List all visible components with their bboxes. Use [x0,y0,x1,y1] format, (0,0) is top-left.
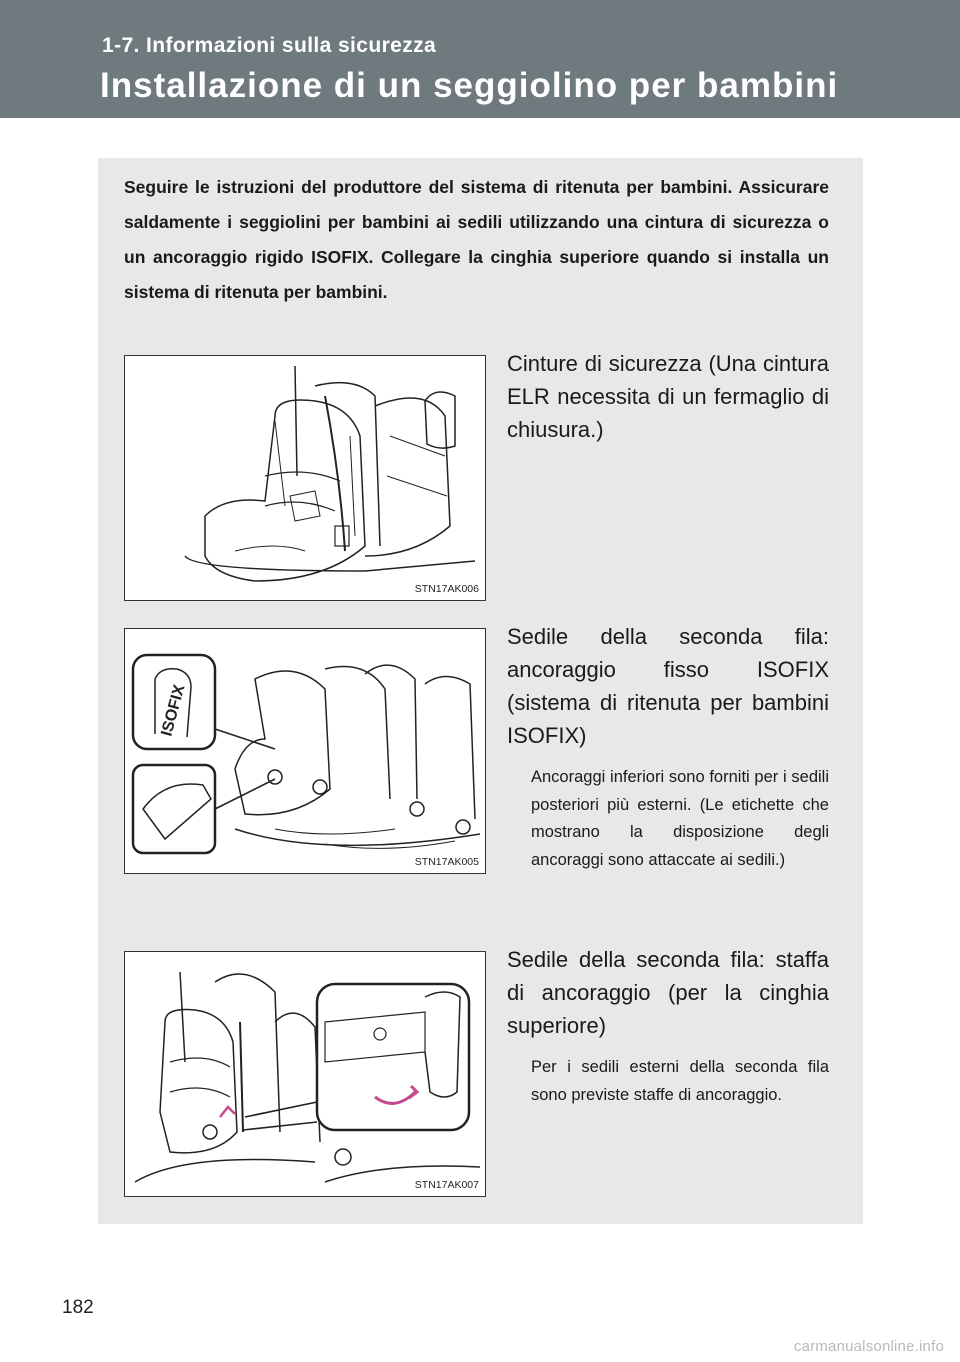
figure-code: STN17AK005 [414,856,479,868]
figure-top-tether [124,951,486,1197]
page-header [0,0,960,118]
top-tether-bracket-illustration [125,952,485,1196]
watermark: carmanualsonline.info [793,1338,944,1355]
figure-isofix [124,628,486,874]
child-seat-belt-illustration [125,356,485,600]
caption-seatbelt: Cinture di sicurezza (Una cintura ELR necessita di un fermaglio di chiusura.) [507,351,829,442]
section-label: 1-7. Informazioni sulla sicurezza [102,34,437,57]
page-title: Installazione di un seggiolino per bambini [100,66,839,105]
note-isofix: Ancoraggi inferiori sono forniti per i sedili posteriori più esterni. (Le etichette che mostrano la disposizione degli ancoraggi sono attaccate ai sedili.) [531,768,829,869]
page-number: 182 [62,1297,94,1318]
caption-top-tether: Sedile della seconda fila: staffa di ancoraggio (per la cinghia superiore) [507,947,829,1038]
note-top-tether: Per i sedili esterni della seconda fila sono previste staffe di ancoraggio. [531,1058,829,1104]
isofix-anchor-illustration [125,629,485,873]
figure-seatbelt-child-seat [124,355,486,601]
intro-paragraph: Seguire le istruzioni del produttore del sistema di ritenuta per bambini. Assicurare saldamente i seggiolini per bambini ai sedili utilizzando una cintura di sicurezza o un ancoraggio rigido ISOFIX. Collegare la cinghia superiore quando si installa un sistema di ritenuta per bambini. [124,177,829,302]
caption-isofix: Sedile della seconda fila: ancoraggio fisso ISOFIX (sistema di ritenuta per bambini ISOFIX) [507,624,829,748]
isofix-label: ISOFIX [158,682,189,739]
figure-code: STN17AK007 [414,1179,479,1191]
figure-code: STN17AK006 [414,583,479,595]
